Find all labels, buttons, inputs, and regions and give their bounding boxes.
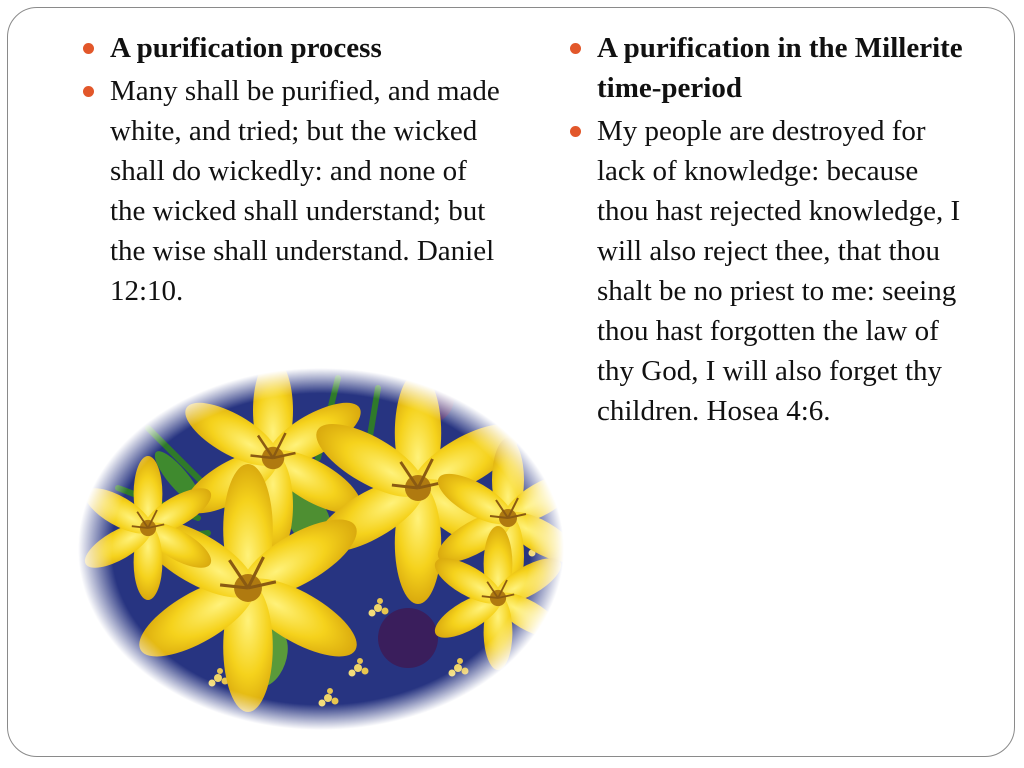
bullet-dot-icon	[570, 126, 581, 137]
bullet-dot-icon	[83, 86, 94, 97]
left-heading-text: A purification process	[110, 32, 382, 64]
left-bullet-list	[80, 28, 500, 311]
right-column	[567, 28, 977, 434]
flower-bouquet-image	[78, 368, 564, 730]
right-heading-bullet	[567, 28, 977, 108]
right-body-bullet	[567, 111, 977, 431]
left-column	[80, 28, 500, 314]
right-body-text: My people are destroyed for lack of knowledge: because thou hast rejected knowledge, I will also reject thee, that thou shalt be no priest to me: seeing thou hast forgotten the law of thy God, I will also forget thy children. Hosea 4:6.	[597, 115, 961, 427]
left-body-text: Many shall be purified, and made white, and tried; but the wicked shall do wickedly: and none of the wicked shall understand; but the wise shall understand. Daniel 12:10.	[110, 75, 500, 307]
right-heading-text: A purification in the Millerite time-period	[597, 32, 963, 104]
bullet-dot-icon	[83, 43, 94, 54]
bullet-dot-icon	[570, 43, 581, 54]
right-bullet-list	[567, 28, 977, 431]
left-heading-bullet	[80, 28, 500, 68]
left-body-bullet	[80, 71, 500, 311]
